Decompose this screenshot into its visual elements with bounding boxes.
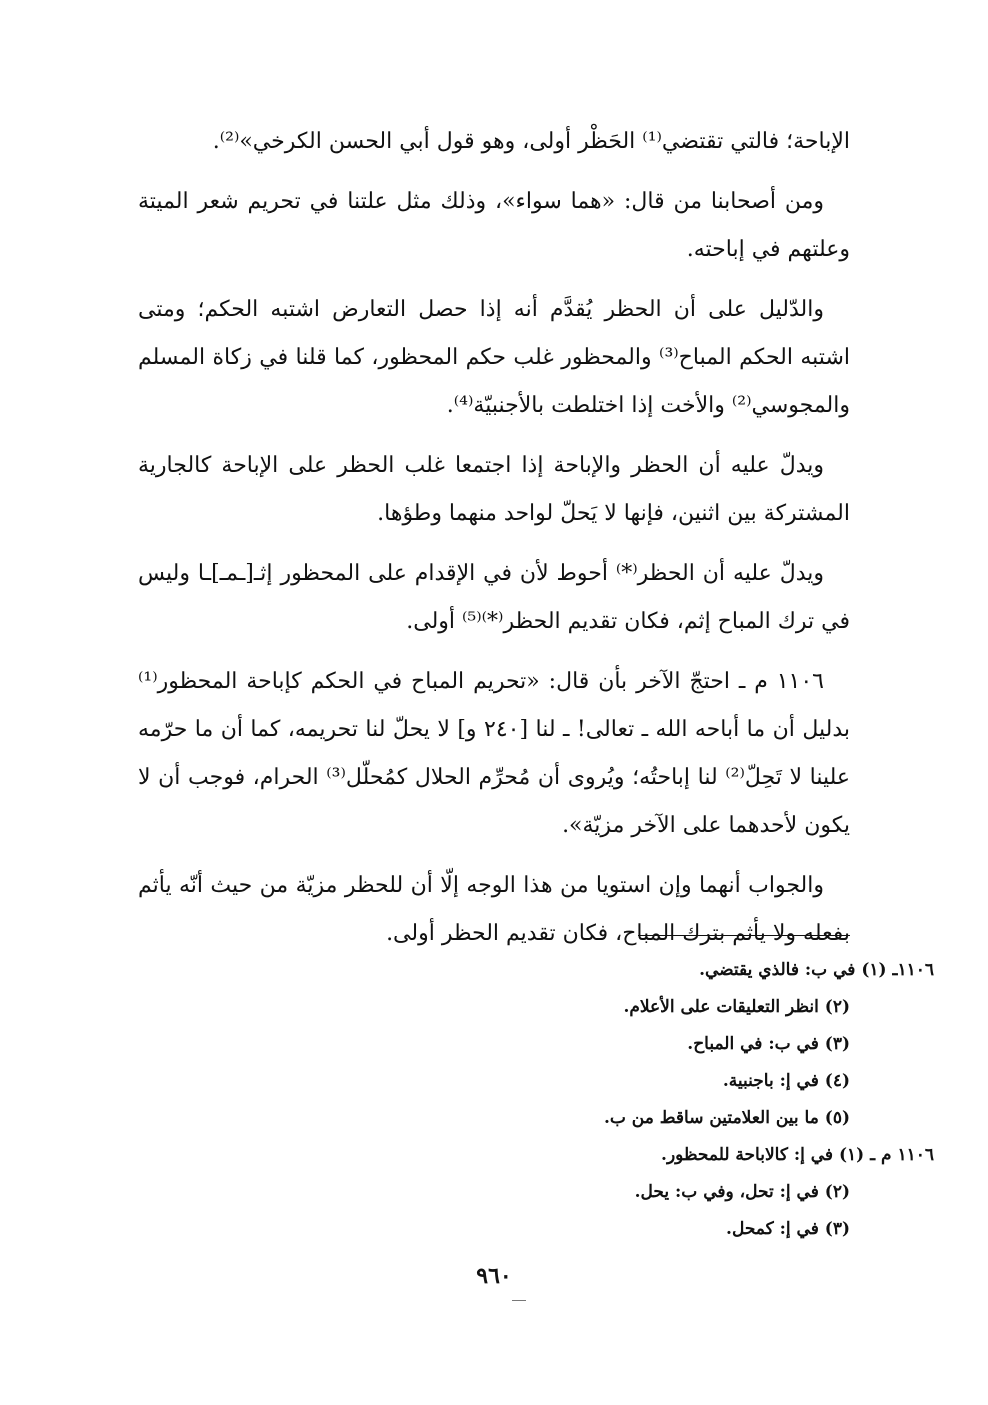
footnote-item (138, 1137, 934, 1174)
paragraph-2: ومن أصحابنا من قال: «هما سواء»، وذلك مثل علتنا في تحريم شعر الميتة وعلتهم في إباحته. (138, 189, 850, 262)
footnote-item: (٣) في ب: في المباح. (687, 1034, 850, 1054)
footnote-text: (١) في إ: كالاباحة للمحظور. (661, 1145, 865, 1165)
footnote-group-label: ١١٠٦ـ (892, 960, 934, 980)
footnote-item: (٤) في إ: باجنبية. (722, 1071, 850, 1091)
paragraph-6: ١١٠٦ م ـ احتجّ الآخر بأن قال: «تحريم المباح في الحكم كإباحة المحظور⁽¹⁾ بدليل أن ما أباحه الله ـ تعالى! ـ لنا [٢٤٠ و] لا يحلّ لنا تحريمه، كما أن ما حرّمه علينا لا تَحِلّ⁽²⁾ لنا إباحتُه؛ ويُروى أن مُحرِّم الحلال كمُحلّل⁽³⁾ الحرام، فوجب أن لا يكون لأحدهما على الآخر مزيّة». (138, 669, 851, 838)
page-number: ٩٦٠ (476, 1263, 512, 1289)
footnote-item (138, 952, 934, 989)
footnote-item: (٥) ما بين العلامتين ساقط من ب. (603, 1108, 850, 1128)
paragraph-7: والجواب أنهما وإن استويا من هذا الوجه إلّا أن للحظر مزيّة من حيث أنّه يأثم بفعله ولا يأثم بترك المباح، فكان تقديم الحظر أولى. (138, 873, 850, 946)
footnote-item: (٣) في إ: كمحل. (726, 1219, 850, 1239)
footnote-group-label: ١١٠٦ م ـ (870, 1145, 934, 1165)
footnote-separator (638, 935, 850, 936)
main-text (138, 118, 850, 970)
paragraph-5: ويدلّ عليه أن الحظر⁽*⁾ أحوط لأن في الإقدام على المحظور إثـ[ـمـ]ـا وليس في ترك المباح إثم، فكان تقديم الحظر⁽*⁾⁽⁵⁾ أولى. (138, 561, 850, 634)
scan-speck (512, 1300, 526, 1301)
footnote-item: (٢) في إ: تحل، وفي ب: يحل. (634, 1182, 850, 1202)
footnotes (138, 952, 934, 1248)
footnote-text: (١) في ب: فالذي يقتضي. (699, 960, 887, 980)
paragraph-3: والدّليل على أن الحظر يُقدَّم أنه إذا حصل التعارض اشتبه الحكم؛ ومتى اشتبه الحكم المباح⁽³⁾ والمحظور غلب حكم المحظور، كما قلنا في زكاة المسلم والمجوسي⁽²⁾ والأخت إذا اختلطت بالأجنبيّة⁽⁴⁾. (138, 297, 850, 418)
paragraph-1: الإباحة؛ فالتي تقتضي⁽¹⁾ الحَظْر أولى، وهو قول أبي الحسن الكرخي»⁽²⁾. (212, 129, 850, 154)
footnote-item: (٢) انظر التعليقات على الأعلام. (623, 997, 850, 1017)
paragraph-4: ويدلّ عليه أن الحظر والإباحة إذا اجتمعا غلب الحظر على الإباحة كالجارية المشتركة بين اثنين، فإنها لا يَحلّ لواحد منهما وطؤها. (138, 453, 850, 526)
